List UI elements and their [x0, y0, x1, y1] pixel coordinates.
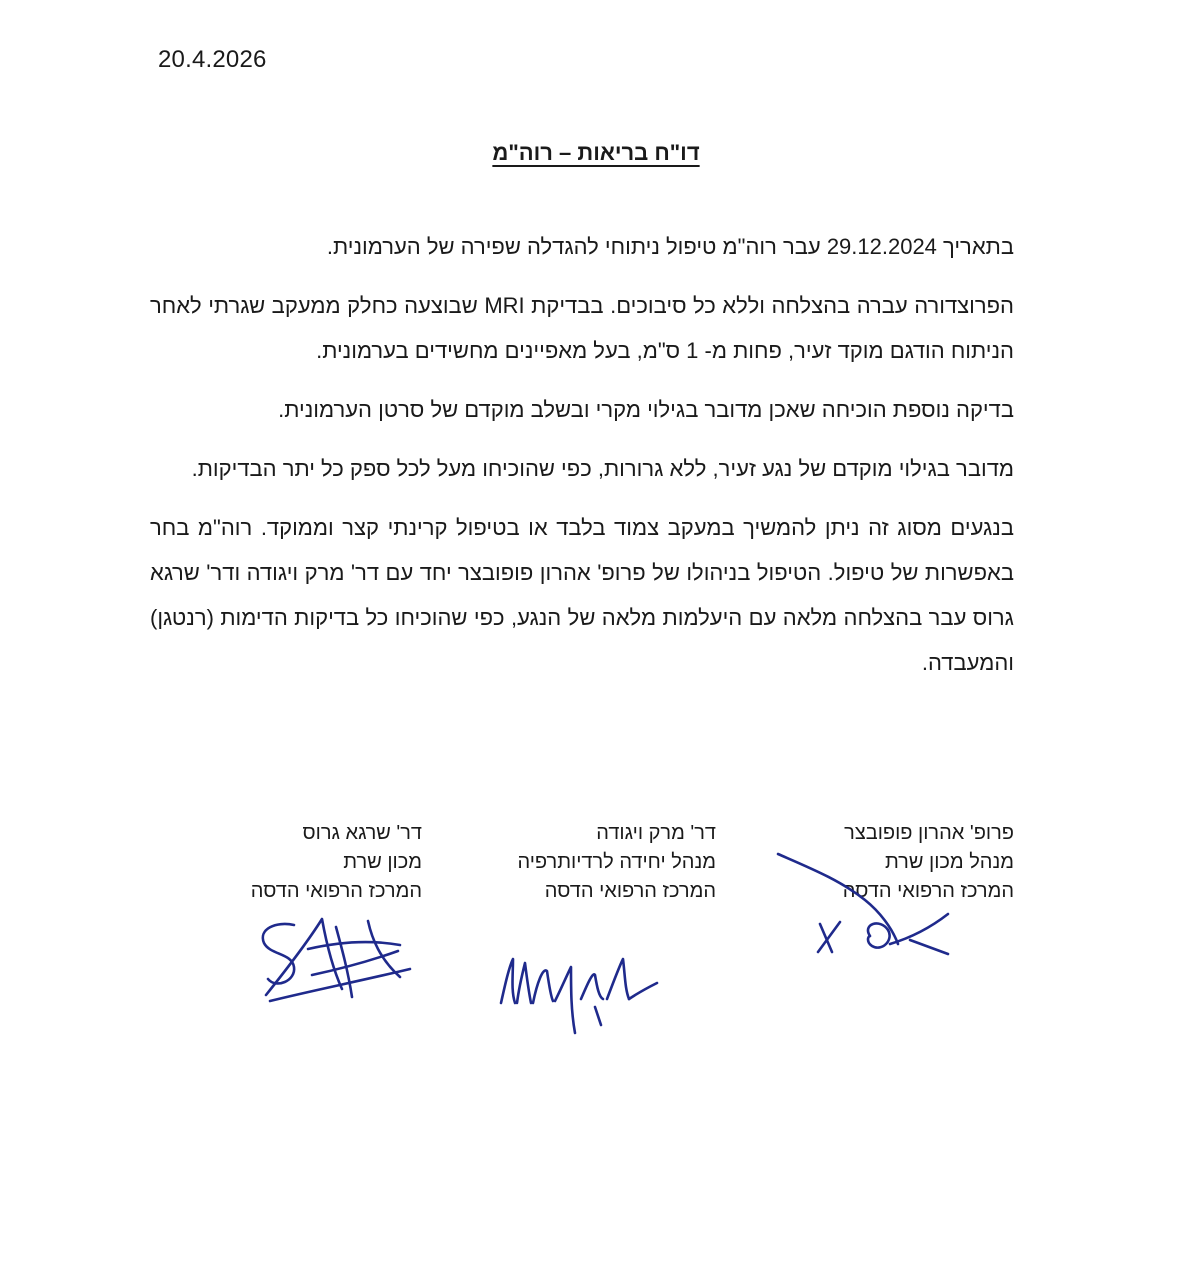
signature-popovtzer [770, 840, 970, 960]
document-date: 20.4.2026 [158, 46, 267, 73]
signatory-role: מנהל מכון שרת [884, 851, 1014, 873]
signatory-org: המרכז הרפואי הדסה [544, 880, 716, 902]
signatory-name: דר' מרק ויגודה [596, 822, 716, 844]
signatory-vigoda [517, 819, 716, 906]
signatory-role: מנהל יחידה לרדיותרפיה [517, 851, 716, 873]
paragraph-surgery: בתאריך 29.12.2024 עבר רוה"מ טיפול ניתוחי להגדלה שפירה של הערמונית. [326, 234, 1014, 259]
signatory-org: המרכז הרפואי הדסה [250, 880, 422, 902]
paragraph-treatment: בנגעים מסוג זה ניתן להמשיך במעקב צמוד בלבד או בטיפול קרינתי קצר וממוקד. רוה"מ בחר באפשרות של טיפול. הטיפול בניהולו של פרופ' אהרון פופובצר יחד עם דר' מרק ויגודה ודר' שרגא גרוס עבר בהצלחה מלאה עם היעלמות מלאה של הנגע, כפי שהוכיחו כל בדיקות הדימות (רנטגן) והמעבדה. [150, 515, 1014, 675]
signature-gross [250, 905, 420, 1015]
signatory-name: דר' שרגא גרוס [302, 822, 422, 844]
paragraph-diagnosis: בדיקה נוספת הוכיחה שאכן מדובר בגילוי מקרי ובשלב מוקדם של סרטן הערמונית. [278, 397, 1014, 422]
document-title: דו"ח בריאות – רוה"מ [492, 140, 700, 165]
signatory-name: פרופ' אהרון פופובצר [844, 822, 1014, 844]
paragraph-early-detection: מדובר בגילוי מוקדם של נגע זעיר, ללא גרורות, כפי שהוכיחו מעל לכל ספק כל יתר הבדיקות. [191, 456, 1014, 481]
signatory-org: המרכז הרפואי הדסה [842, 880, 1014, 902]
signatory-role: מכון שרת [343, 851, 422, 873]
paragraph-mri-finding: הפרוצדורה עברה בהצלחה וללא כל סיבוכים. בבדיקת MRI שבוצעה כחלק ממעקב שגרתי לאחר הניתוח הודגם מוקד זעיר, פחות מ- 1 ס"מ, בעל מאפיינים מחשידים בערמונית. [150, 293, 1014, 363]
document-body [150, 224, 1014, 699]
signature-vigoda [495, 945, 670, 1040]
signatory-gross [251, 819, 422, 906]
